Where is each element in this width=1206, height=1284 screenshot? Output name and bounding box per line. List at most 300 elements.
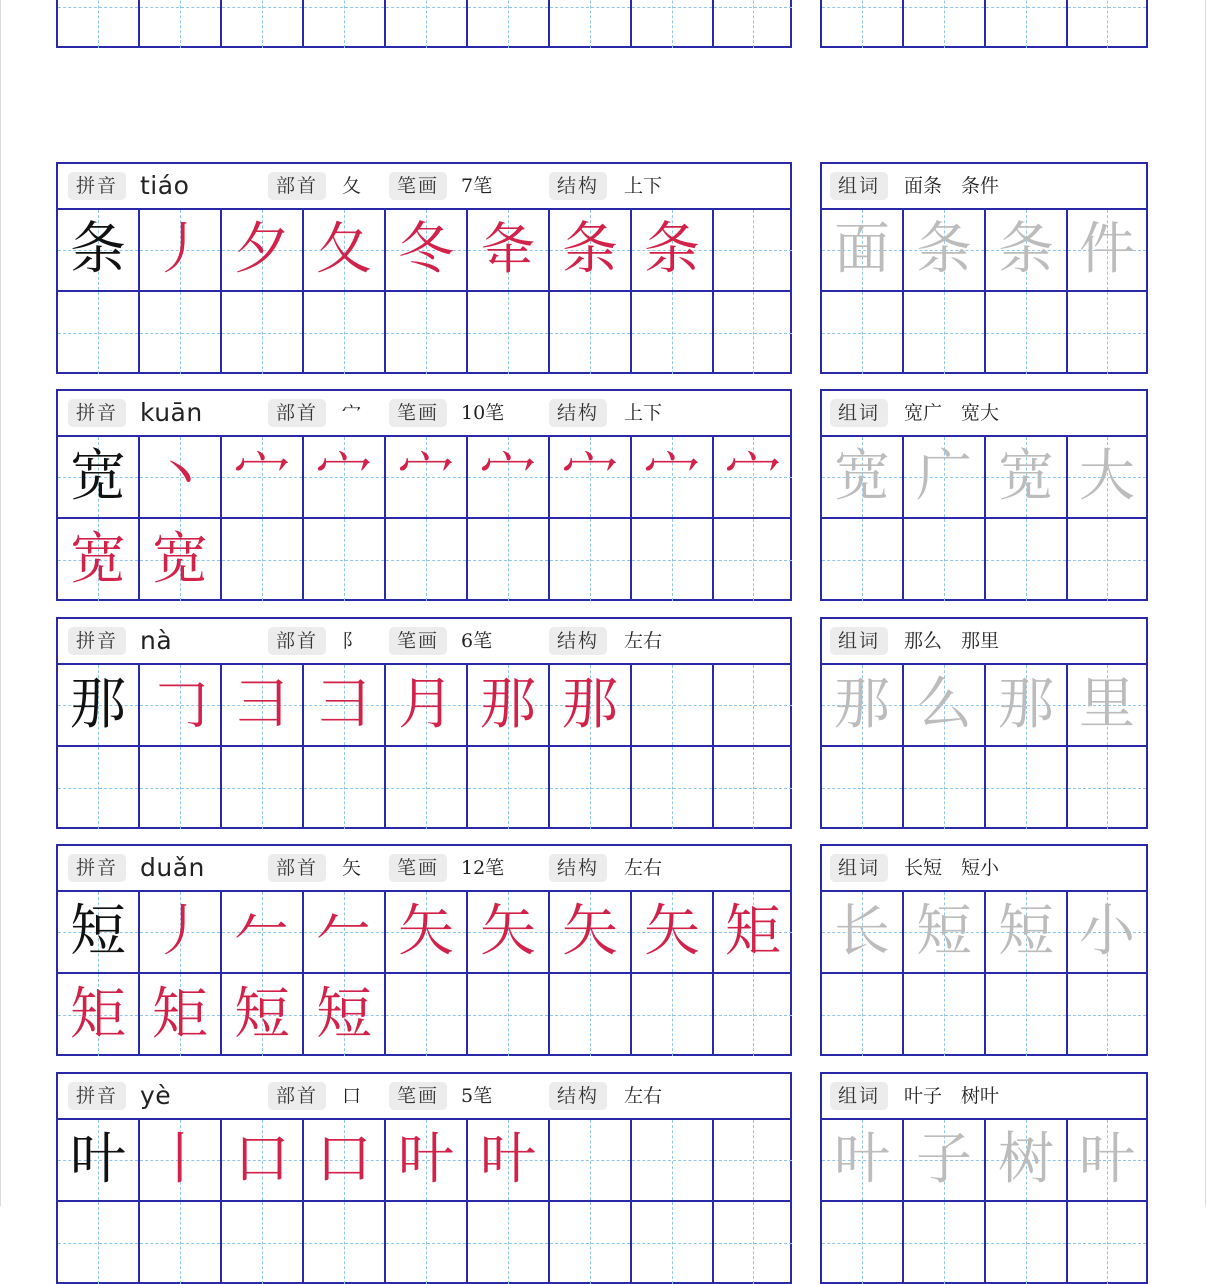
- word-header: [822, 164, 1146, 210]
- structure-value: 左右: [624, 857, 663, 879]
- writing-cell[interactable]: [468, 210, 550, 292]
- word-cell[interactable]: [1068, 974, 1146, 1056]
- writing-cell[interactable]: [550, 437, 632, 519]
- trace-word-char: 宽: [998, 444, 1054, 509]
- stroke-step: [222, 665, 302, 745]
- trace-word-char: 广: [916, 444, 972, 509]
- radical-value: 阝: [342, 630, 362, 652]
- stroke-step: [304, 665, 384, 745]
- stroke-step-glyph: 矢: [480, 899, 536, 964]
- writing-cell[interactable]: [632, 974, 714, 1056]
- radical-value: 口: [342, 1085, 362, 1107]
- words-label: 组词: [830, 854, 888, 882]
- strokes-value: 10笔: [461, 402, 505, 424]
- writing-cell[interactable]: [632, 210, 714, 292]
- radical-label: 部首: [268, 627, 326, 655]
- writing-cell[interactable]: [222, 519, 304, 601]
- stroke-step: [468, 210, 548, 290]
- stroke-step-glyph: 宀: [480, 444, 536, 509]
- writing-cell[interactable]: [58, 210, 140, 292]
- writing-cell[interactable]: [468, 974, 550, 1056]
- char-block-4: [56, 617, 792, 829]
- radical-label: 部首: [268, 399, 326, 427]
- stroke-step: [550, 892, 630, 972]
- word-cell[interactable]: [822, 665, 904, 747]
- writing-cell[interactable]: [632, 0, 714, 48]
- stroke-step: [140, 210, 220, 290]
- word-header: [822, 846, 1146, 892]
- writing-cell[interactable]: [714, 747, 792, 829]
- writing-cell[interactable]: [468, 747, 550, 829]
- pinyin-label: 拼音: [68, 1082, 126, 1110]
- stroke-step: [304, 437, 384, 517]
- stroke-step-glyph: 宀: [234, 444, 290, 509]
- stroke-step-glyph: 宀: [644, 444, 700, 509]
- writing-cell[interactable]: [632, 892, 714, 974]
- char-block-5: [56, 844, 792, 1056]
- writing-cell[interactable]: [222, 210, 304, 292]
- stroke-step-glyph: 𠂉: [234, 899, 290, 964]
- char-info-header: [58, 846, 790, 892]
- word-cell[interactable]: [1068, 892, 1146, 974]
- word-cell[interactable]: [822, 892, 904, 974]
- structure-label: 结构: [549, 854, 607, 882]
- writing-cell[interactable]: [58, 292, 140, 374]
- char-block-3: [56, 389, 792, 601]
- writing-cell[interactable]: [714, 974, 792, 1056]
- stroke-step: [222, 210, 302, 290]
- stroke-step: [632, 437, 712, 517]
- writing-cell[interactable]: [550, 665, 632, 747]
- writing-cell[interactable]: [304, 210, 386, 292]
- writing-cell[interactable]: [714, 210, 792, 292]
- writing-cell[interactable]: [714, 1202, 792, 1284]
- stroke-step-glyph: 口: [234, 1127, 290, 1192]
- structure-label: 结构: [549, 172, 607, 200]
- stroke-step: [140, 519, 220, 601]
- word-cell[interactable]: [822, 747, 904, 829]
- model-character: 短: [70, 899, 126, 964]
- word-cell[interactable]: [904, 892, 986, 974]
- writing-cell[interactable]: [304, 665, 386, 747]
- stroke-step-glyph: 丿: [152, 899, 208, 964]
- writing-cell[interactable]: [468, 1202, 550, 1284]
- writing-cell[interactable]: [140, 292, 222, 374]
- word-cell[interactable]: [986, 974, 1068, 1056]
- writing-cell[interactable]: [632, 665, 714, 747]
- writing-cell[interactable]: [550, 210, 632, 292]
- trace-word-char: 短: [998, 899, 1054, 964]
- stroke-step-glyph: 口: [316, 1127, 372, 1192]
- writing-cell[interactable]: [714, 0, 792, 48]
- stroke-step: [304, 974, 384, 1056]
- stroke-step-glyph: 宀: [562, 444, 618, 509]
- page-left-edge: [0, 0, 1, 1206]
- writing-cell[interactable]: [140, 1120, 222, 1202]
- char-info-header: [58, 619, 790, 665]
- trace-word-char: 面: [834, 217, 890, 282]
- pinyin-value: kuān: [140, 398, 203, 427]
- writing-cell[interactable]: [386, 974, 468, 1056]
- stroke-step: [386, 210, 466, 290]
- writing-cell[interactable]: [140, 1202, 222, 1284]
- stroke-step: [140, 1120, 220, 1200]
- writing-cell[interactable]: [304, 974, 386, 1056]
- word-cell[interactable]: [1068, 1120, 1146, 1202]
- structure-value: 上下: [624, 402, 663, 424]
- word-block-1: [820, 0, 1148, 48]
- writing-cell[interactable]: [58, 1202, 140, 1284]
- structure-label: 结构: [549, 627, 607, 655]
- word-cell[interactable]: [904, 519, 986, 601]
- structure-value: 左右: [624, 630, 663, 652]
- writing-cell[interactable]: [714, 437, 792, 519]
- stroke-step-glyph: 矩: [70, 982, 126, 1047]
- writing-cell[interactable]: [550, 292, 632, 374]
- radical-value: 矢: [342, 857, 362, 879]
- word-cell[interactable]: [904, 974, 986, 1056]
- trace-word-char: 树: [998, 1127, 1054, 1192]
- model-character: 叶: [70, 1127, 126, 1192]
- word-cell[interactable]: [986, 1120, 1068, 1202]
- stroke-step-glyph: 矩: [152, 982, 208, 1047]
- word-cell[interactable]: [904, 437, 986, 519]
- strokes-label: 笔画: [389, 1082, 447, 1110]
- word-header: [822, 1074, 1146, 1120]
- structure-label: 结构: [549, 399, 607, 427]
- writing-cell[interactable]: [58, 892, 140, 974]
- stroke-step-glyph: 宽: [152, 527, 208, 592]
- pinyin-label: 拼音: [68, 399, 126, 427]
- word-cell[interactable]: [822, 0, 904, 48]
- word-cell[interactable]: [822, 519, 904, 601]
- words-label: 组词: [830, 399, 888, 427]
- writing-cell[interactable]: [632, 747, 714, 829]
- stroke-step: [550, 665, 630, 745]
- writing-cell[interactable]: [304, 1120, 386, 1202]
- writing-cell[interactable]: [140, 747, 222, 829]
- writing-cell[interactable]: [304, 892, 386, 974]
- writing-cell[interactable]: [222, 0, 304, 48]
- stroke-step-glyph: 矢: [562, 899, 618, 964]
- word-cell[interactable]: [822, 437, 904, 519]
- stroke-step: [386, 665, 466, 745]
- writing-cell[interactable]: [304, 0, 386, 48]
- stroke-step: [468, 665, 548, 745]
- char-info-header: [58, 1074, 790, 1120]
- stroke-step-glyph: 叶: [398, 1127, 454, 1192]
- model-character: 宽: [70, 444, 126, 509]
- stroke-step-glyph: 宀: [316, 444, 372, 509]
- writing-cell[interactable]: [304, 1202, 386, 1284]
- trace-word-char: 那: [998, 672, 1054, 737]
- structure-value: 上下: [624, 175, 663, 197]
- strokes-value: 6笔: [461, 630, 493, 652]
- writing-cell[interactable]: [58, 1120, 140, 1202]
- stroke-step: [386, 1120, 466, 1200]
- trace-word-char: 短: [916, 899, 972, 964]
- stroke-step-glyph: 月: [398, 672, 454, 737]
- word-cell[interactable]: [822, 292, 904, 374]
- radical-value: 宀: [342, 402, 362, 424]
- writing-cell[interactable]: [468, 665, 550, 747]
- writing-cell[interactable]: [222, 747, 304, 829]
- writing-cell[interactable]: [386, 1120, 468, 1202]
- stroke-step: [222, 1120, 302, 1200]
- pinyin-label: 拼音: [68, 854, 126, 882]
- writing-cell[interactable]: [140, 974, 222, 1056]
- stroke-step-glyph: 宀: [398, 444, 454, 509]
- writing-cell[interactable]: [222, 974, 304, 1056]
- writing-cell[interactable]: [222, 292, 304, 374]
- word-cell[interactable]: [1068, 747, 1146, 829]
- trace-word-char: 条: [916, 217, 972, 282]
- stroke-step-glyph: 短: [234, 982, 290, 1047]
- strokes-label: 笔画: [389, 172, 447, 200]
- word-cell[interactable]: [1068, 1202, 1146, 1284]
- stroke-step: [632, 892, 712, 972]
- stroke-step: [550, 437, 630, 517]
- stroke-step-glyph: 夂: [316, 217, 372, 282]
- writing-cell[interactable]: [632, 519, 714, 601]
- writing-cell[interactable]: [222, 1202, 304, 1284]
- stroke-step-glyph: 条: [562, 217, 618, 282]
- words-value: 面条 条件: [904, 175, 1000, 197]
- writing-cell[interactable]: [468, 519, 550, 601]
- stroke-step: [222, 892, 302, 972]
- stroke-step: [140, 437, 220, 517]
- stroke-step-glyph: 矩: [725, 899, 781, 964]
- writing-cell[interactable]: [468, 892, 550, 974]
- writing-cell[interactable]: [632, 1120, 714, 1202]
- writing-cell[interactable]: [386, 292, 468, 374]
- char-block-6: [56, 1072, 792, 1284]
- writing-cell[interactable]: [468, 292, 550, 374]
- writing-cell[interactable]: [386, 892, 468, 974]
- writing-cell[interactable]: [222, 892, 304, 974]
- writing-cell[interactable]: [386, 437, 468, 519]
- writing-cell[interactable]: [58, 0, 140, 48]
- writing-cell[interactable]: [632, 292, 714, 374]
- word-cell[interactable]: [986, 1202, 1068, 1284]
- word-header: [822, 391, 1146, 437]
- writing-cell[interactable]: [632, 437, 714, 519]
- word-block-6: [820, 1072, 1148, 1284]
- writing-cell[interactable]: [714, 292, 792, 374]
- stroke-step-glyph: 宽: [70, 527, 126, 592]
- writing-cell[interactable]: [140, 892, 222, 974]
- pinyin-value: tiáo: [140, 171, 190, 200]
- stroke-step-glyph: 𠂉: [316, 899, 372, 964]
- word-cell[interactable]: [822, 1120, 904, 1202]
- writing-cell[interactable]: [386, 747, 468, 829]
- writing-cell[interactable]: [386, 1202, 468, 1284]
- words-value: 叶子 树叶: [904, 1085, 1000, 1107]
- writing-cell[interactable]: [58, 665, 140, 747]
- stroke-step-glyph: 矢: [644, 899, 700, 964]
- trace-word-char: 条: [998, 217, 1054, 282]
- word-cell[interactable]: [986, 892, 1068, 974]
- trace-word-char: 大: [1079, 444, 1135, 509]
- trace-word-char: 小: [1079, 899, 1135, 964]
- trace-word-char: 件: [1079, 217, 1135, 282]
- stroke-step-glyph: 丶: [152, 444, 208, 509]
- model-character: 条: [70, 217, 126, 282]
- stroke-step: [140, 892, 220, 972]
- pinyin-value: duǎn: [140, 853, 205, 882]
- word-cell[interactable]: [822, 974, 904, 1056]
- stroke-step: [222, 437, 302, 517]
- writing-cell[interactable]: [714, 519, 792, 601]
- stroke-step: [632, 210, 712, 290]
- word-cell[interactable]: [1068, 210, 1146, 292]
- writing-cell[interactable]: [468, 437, 550, 519]
- writing-cell[interactable]: [468, 0, 550, 48]
- word-block-2: [820, 162, 1148, 374]
- stroke-step: [304, 1120, 384, 1200]
- word-cell[interactable]: [904, 1202, 986, 1284]
- strokes-value: 7笔: [461, 175, 493, 197]
- stroke-step-glyph: 那: [480, 672, 536, 737]
- writing-cell[interactable]: [222, 437, 304, 519]
- word-cell[interactable]: [904, 292, 986, 374]
- stroke-step-glyph: 冬: [398, 217, 454, 282]
- word-cell[interactable]: [1068, 292, 1146, 374]
- writing-cell[interactable]: [550, 1120, 632, 1202]
- writing-cell[interactable]: [304, 437, 386, 519]
- writing-cell[interactable]: [386, 210, 468, 292]
- stroke-step-glyph: 那: [562, 672, 618, 737]
- word-block-3: [820, 389, 1148, 601]
- writing-cell[interactable]: [714, 665, 792, 747]
- word-cell[interactable]: [986, 665, 1068, 747]
- stroke-step: [468, 1120, 548, 1200]
- char-info-header: [58, 391, 790, 437]
- structure-value: 左右: [624, 1085, 663, 1107]
- trace-word-char: 那: [834, 672, 890, 737]
- word-cell[interactable]: [986, 519, 1068, 601]
- trace-word-char: 么: [916, 672, 972, 737]
- structure-label: 结构: [549, 1082, 607, 1110]
- strokes-label: 笔画: [389, 627, 447, 655]
- writing-cell[interactable]: [58, 519, 140, 601]
- writing-cell[interactable]: [304, 519, 386, 601]
- writing-cell[interactable]: [550, 1202, 632, 1284]
- stroke-step-glyph: 叶: [480, 1127, 536, 1192]
- stroke-step-glyph: 夕: [234, 217, 290, 282]
- word-cell[interactable]: [904, 0, 986, 48]
- word-cell[interactable]: [1068, 437, 1146, 519]
- word-header: [822, 619, 1146, 665]
- writing-cell[interactable]: [58, 747, 140, 829]
- writing-cell[interactable]: [550, 519, 632, 601]
- word-cell[interactable]: [1068, 0, 1146, 48]
- char-block-2: [56, 162, 792, 374]
- writing-cell[interactable]: [222, 665, 304, 747]
- stroke-step-glyph: 条: [644, 217, 700, 282]
- writing-cell[interactable]: [550, 0, 632, 48]
- words-value: 那么 那里: [904, 630, 1000, 652]
- word-cell[interactable]: [1068, 665, 1146, 747]
- writing-cell[interactable]: [58, 437, 140, 519]
- writing-cell[interactable]: [468, 1120, 550, 1202]
- word-cell[interactable]: [904, 210, 986, 292]
- writing-cell[interactable]: [550, 892, 632, 974]
- stroke-step: [714, 437, 792, 517]
- trace-word-char: 长: [834, 899, 890, 964]
- writing-cell[interactable]: [58, 974, 140, 1056]
- writing-cell[interactable]: [140, 210, 222, 292]
- word-cell[interactable]: [986, 0, 1068, 48]
- words-label: 组词: [830, 627, 888, 655]
- strokes-label: 笔画: [389, 854, 447, 882]
- writing-cell[interactable]: [550, 747, 632, 829]
- writing-cell[interactable]: [140, 0, 222, 48]
- char-info-header: [58, 164, 790, 210]
- stroke-step: [468, 437, 548, 517]
- writing-cell[interactable]: [140, 437, 222, 519]
- writing-cell[interactable]: [140, 665, 222, 747]
- stroke-step: [386, 437, 466, 517]
- word-block-5: [820, 844, 1148, 1056]
- stroke-step: [222, 974, 302, 1056]
- word-cell[interactable]: [986, 292, 1068, 374]
- stroke-step: [468, 892, 548, 972]
- writing-cell[interactable]: [714, 892, 792, 974]
- stroke-step-glyph: 丿: [152, 217, 208, 282]
- char-block-1: [56, 0, 792, 48]
- word-cell[interactable]: [904, 1120, 986, 1202]
- strokes-value: 12笔: [461, 857, 505, 879]
- writing-cell[interactable]: [714, 1120, 792, 1202]
- word-cell[interactable]: [904, 665, 986, 747]
- word-cell[interactable]: [986, 747, 1068, 829]
- writing-cell[interactable]: [304, 747, 386, 829]
- model-character: 那: [70, 672, 126, 737]
- writing-cell[interactable]: [632, 1202, 714, 1284]
- writing-cell[interactable]: [386, 519, 468, 601]
- writing-cell[interactable]: [304, 292, 386, 374]
- word-cell[interactable]: [986, 437, 1068, 519]
- words-label: 组词: [830, 1082, 888, 1110]
- pinyin-value: nà: [140, 626, 173, 655]
- stroke-step: [140, 974, 220, 1056]
- writing-cell[interactable]: [386, 665, 468, 747]
- trace-word-char: 里: [1079, 672, 1135, 737]
- radical-value: 夂: [342, 175, 362, 197]
- strokes-label: 笔画: [389, 399, 447, 427]
- word-cell[interactable]: [986, 210, 1068, 292]
- writing-cell[interactable]: [386, 0, 468, 48]
- word-cell[interactable]: [822, 1202, 904, 1284]
- stroke-step: [140, 665, 220, 745]
- word-cell[interactable]: [904, 747, 986, 829]
- writing-cell[interactable]: [222, 1120, 304, 1202]
- trace-word-char: 子: [916, 1127, 972, 1192]
- trace-word-char: 宽: [834, 444, 890, 509]
- words-value: 宽广 宽大: [904, 402, 1000, 424]
- word-cell[interactable]: [1068, 519, 1146, 601]
- stroke-step: [714, 892, 792, 972]
- stroke-step-glyph: 𠃌: [152, 672, 208, 737]
- writing-cell[interactable]: [550, 974, 632, 1056]
- word-cell[interactable]: [822, 210, 904, 292]
- pinyin-value: yè: [140, 1081, 172, 1110]
- words-value: 长短 短小: [904, 857, 1000, 879]
- writing-cell[interactable]: [140, 519, 222, 601]
- pinyin-label: 拼音: [68, 172, 126, 200]
- pinyin-label: 拼音: [68, 627, 126, 655]
